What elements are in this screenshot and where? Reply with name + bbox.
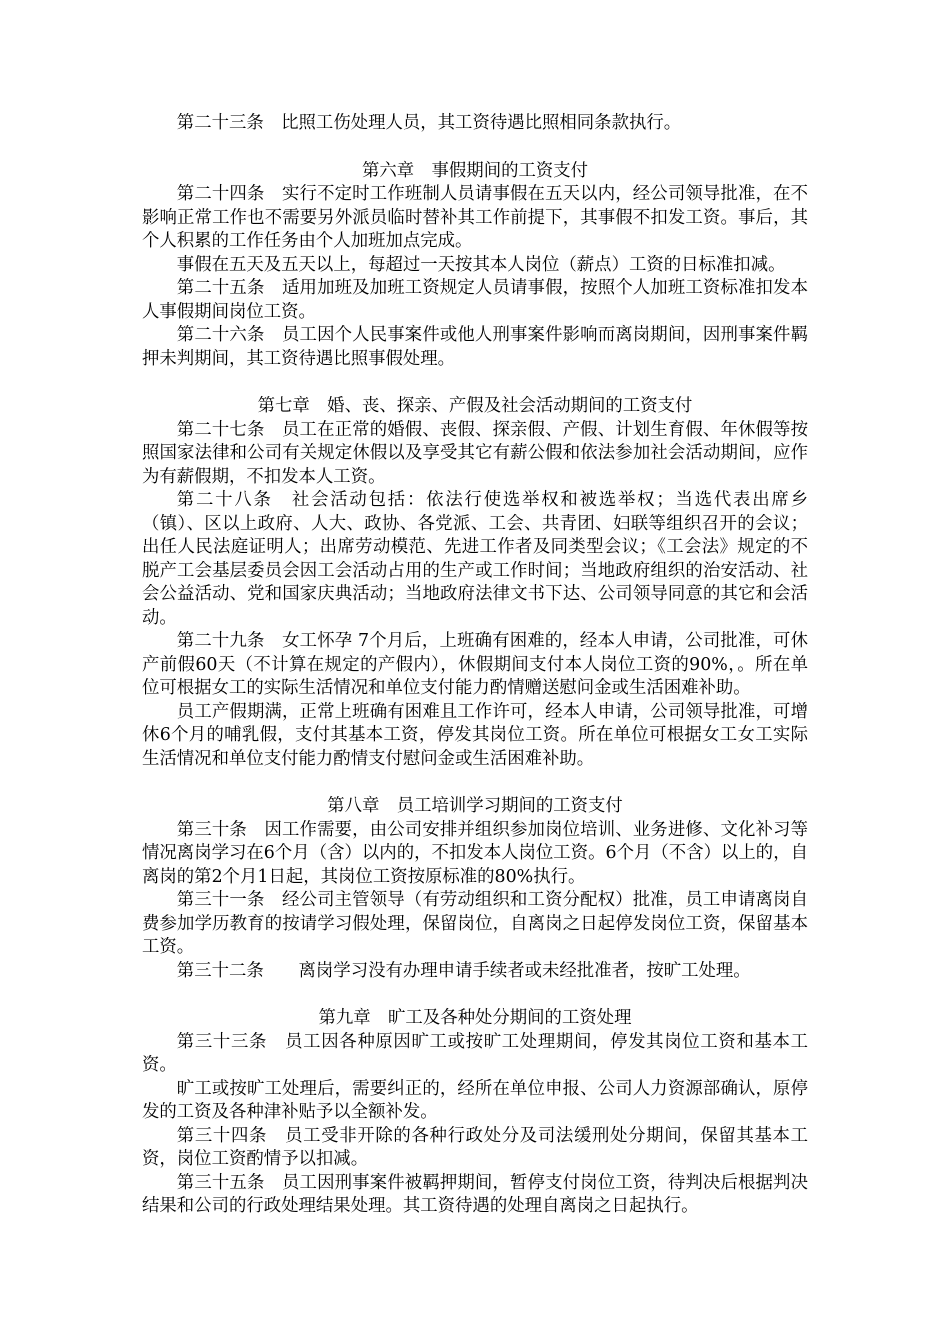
article-33-paragraph-2: 旷工或按旷工处理后，需要纠正的，经所在单位申报、公司人力资源部确认，原停发的工资及各种津补贴予以全额补发。 (142, 1078, 808, 1122)
article-29-paragraph-2: 员工产假期满，正常上班确有困难且工作许可，经本人申请，公司领导批准，可增休6个月的哺乳假，支付其基本工资，停发其岗位工资。所在单位可根据女工女工实际生活情况和单位支付能力酌情支付慰问金或生活困难补助。 (142, 701, 808, 769)
article-25: 第二十五条 适用加班及加班工资规定人员请事假，按照个人加班工资标准扣发本人事假期间岗位工资。 (142, 278, 808, 322)
chapter-9-heading: 第九章 旷工及各种处分期间的工资处理 (318, 1008, 632, 1028)
article-32: 第三十二条 离岗学习没有办理申请手续者或未经批准者，按旷工处理。 (176, 960, 751, 981)
article-23: 第二十三条 比照工伤处理人员，其工资待遇比照相同条款执行。 (176, 113, 682, 133)
article-33: 第三十三条 员工因各种原因旷工或按旷工处理期间，停发其岗位工资和基本工资。 (142, 1031, 808, 1075)
article-24: 第二十四条 实行不定时工作班制人员请事假在五天以内，经公司领导批准，在不影响正常工作也不需要另外派员临时替补其工作前提下，其事假不扣发工资。事后，其个人积累的工作任务由个人加班加点完成。 (142, 184, 808, 251)
article-27: 第二十七条 员工在正常的婚假、丧假、探亲假、产假、计划生育假、年休假等按照国家法律和公司有关规定休假以及享受其它有薪公假和依法参加社会活动期间，应作为有薪假期，不扣发本人工资。 (142, 419, 808, 487)
article-31: 第三十一条 经公司主管领导（有劳动组织和工资分配权）批准，员工申请离岗自费参加学历教育的按请学习假处理，保留岗位，自离岗之日起停发岗位工资，保留基本工资。 (142, 890, 808, 957)
chapter-8-heading: 第八章 员工培训学习期间的工资支付 (327, 796, 623, 816)
article-35: 第三十五条 员工因刑事案件被羁押期间，暂停支付岗位工资，待判决后根据判决结果和公司的行政处理结果处理。其工资待遇的处理自离岗之日起执行。 (142, 1172, 808, 1216)
article-29: 第二十九条 女工怀孕 7个月后，上班确有困难的，经本人申请，公司批准，可休产前假60天（不计算在规定的产假内），休假期间支付本人岗位工资的90%，。所在单位可根据女工的实际生活情况和单位支付能力酌情赠送慰问金或生活困难补助。 (142, 631, 808, 698)
article-30: 第三十条 因工作需要，由公司安排并组织参加岗位培训、业务进修、文化补习等情况离岗学习在6个月（含）以内的，不扣发本人岗位工资。6个月（不含）以上的，自离岗的第2个月1日起，其岗位工资按原标准的80%执行。 (142, 819, 808, 887)
article-24-paragraph-2: 事假在五天及五天以上，每超过一天按其本人岗位（薪点）工资的日标准扣减。 (176, 254, 786, 275)
chapter-7-heading: 第七章 婚、丧、探亲、产假及社会活动期间的工资支付 (257, 396, 693, 416)
article-26: 第二十六条 员工因个人民事案件或他人刑事案件影响而离岗期间，因刑事案件羁押未判期间，其工资待遇比照事假处理。 (142, 325, 808, 369)
chapter-6-heading: 第六章 事假期间的工资支付 (361, 160, 589, 181)
article-34: 第三十四条 员工受非开除的各种行政处分及司法缓刑处分期间，保留其基本工资，岗位工资酌情予以扣减。 (142, 1125, 808, 1169)
article-28: 第二十八条 社会活动包括：依法行使选举权和被选举权；当选代表出席乡（镇）、区以上政府、人大、政协、各党派、工会、共青团、妇联等组织召开的会议；出任人民法庭证明人；出席劳动模范、先进工作者及同类型会议；《工会法》规定的不脱产工会基层委员会因工会活动占用的生产或工作时间；当地政府组织的治安活动、社会公益活动、党和国家庆典活动；当地政府法律文书下达、公司领导同意的其它和会活动。 (142, 490, 808, 628)
document-page (142, 112, 808, 1219)
